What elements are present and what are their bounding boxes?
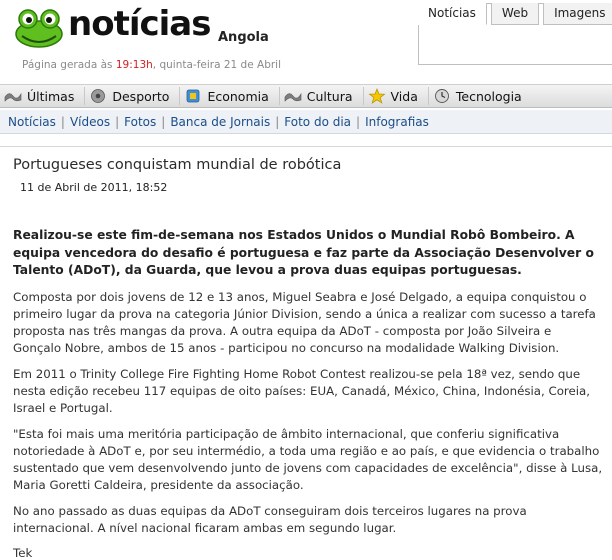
nav-label: Vida (390, 88, 418, 104)
nav-label: Economia (207, 88, 269, 104)
nav-item-cultura[interactable] (280, 87, 364, 105)
generated-suffix: , quinta-feira 21 de Abril (152, 59, 282, 71)
sub-nav-separator: | (115, 114, 120, 129)
nav-label: Últimas (27, 88, 75, 104)
sub-nav-videos[interactable]: Vídeos (69, 114, 111, 129)
article-paragraph: Composta por dois jovens de 12 e 13 anos, Miguel Seabra e José Delgado, a equipa conquistou o primeiro lugar da prova na categoria Júnior Division, sendo a única a realizar com sucesso a tarefa proposta nas três mangas da prova. A outra equipa da ADoT - composta por João Silveira e Gonçalo Nobre, ambos de 15 anos - participou no concurso na modalidade Walking Division. (13, 289, 596, 355)
search-tabs (418, 3, 612, 25)
article-lead: Realizou-se este fim-de-semana nos Estados Unidos o Mundial Robô Bombeiro. A equipa vencedora do desafio é portuguesa e faz parte da Associação Desenvolver o Talento (ADoT), da Guarda, que levou a prova duas equipas portuguesas. (13, 228, 594, 277)
wave-icon (4, 88, 22, 104)
article-paragraph: No ano passado as duas equipas da ADoT conseguiram dois terceiros lugares na prova internacional. A nível nacional ficaram ambas em segundo lugar. (13, 503, 527, 535)
sub-nav-separator: | (60, 114, 65, 129)
site-logo-text[interactable]: notícias (68, 4, 211, 44)
sub-nav-noticias[interactable]: Notícias (8, 114, 56, 129)
sub-nav-infografias[interactable]: Infografias (365, 114, 429, 129)
search-tab-imagens[interactable]: Imagens (543, 3, 612, 25)
nav-item-desporto[interactable] (85, 87, 180, 105)
money-icon (184, 88, 202, 104)
sub-nav-separator: | (161, 114, 166, 129)
ball-icon (89, 88, 107, 104)
wave-icon (284, 88, 302, 104)
article-source: Tek (13, 545, 33, 560)
generated-time (22, 59, 281, 71)
article-date: 11 de Abril de 2011, 18:52 (20, 181, 168, 194)
nav-label: Desporto (112, 88, 170, 104)
frog-logo-icon[interactable] (14, 8, 64, 48)
sub-nav-fotos[interactable]: Fotos (124, 114, 157, 129)
article (0, 146, 612, 560)
nav-item-tecnologia[interactable] (429, 87, 532, 105)
sub-nav-separator: | (275, 114, 280, 129)
sub-nav-banca-de-jornais[interactable]: Banca de Jornais (170, 114, 271, 129)
clock-icon (433, 88, 451, 104)
main-nav (0, 84, 612, 108)
article-paragraph: "Esta foi mais uma meritória participação de âmbito internacional, que conferiu significativa notoriedade à ADoT e, por seu intermédio, a toda uma região e ao país, e que evidencia o trabalho sustentado que vem desenvolvendo junto de jovens com capacidades de excelência", disse à Lusa, Maria Goretti Caldeira, presidente da associação. (13, 426, 603, 492)
sub-nav (0, 110, 612, 134)
site-header (0, 0, 612, 78)
search-tab-noticias[interactable]: Notícias (418, 3, 487, 25)
site-region: Angola (218, 30, 269, 45)
nav-item-economia[interactable] (180, 87, 279, 105)
generated-clock: 19:13h (115, 59, 153, 71)
nav-label: Cultura (306, 88, 353, 104)
sub-nav-foto-do-dia[interactable]: Foto do dia (284, 114, 352, 129)
search-tab-web[interactable]: Web (491, 3, 539, 25)
star-icon (368, 88, 386, 104)
nav-item-ultimas[interactable] (0, 87, 85, 105)
generated-prefix: Página gerada às (22, 59, 116, 71)
article-body (13, 227, 603, 560)
sub-nav-separator: | (356, 114, 361, 129)
article-title: Portugueses conquistam mundial de robótica (13, 157, 342, 173)
nav-item-vida[interactable] (364, 87, 429, 105)
nav-label: Tecnologia (455, 88, 522, 104)
article-paragraph: Em 2011 o Trinity College Fire Fighting Home Robot Contest realizou-se pela 18ª vez, sendo que nesta edição recebeu 117 equipas de oito países: EUA, Canadá, México, China, Indonésia, Coreia, Israel e Portugal. (13, 366, 591, 415)
